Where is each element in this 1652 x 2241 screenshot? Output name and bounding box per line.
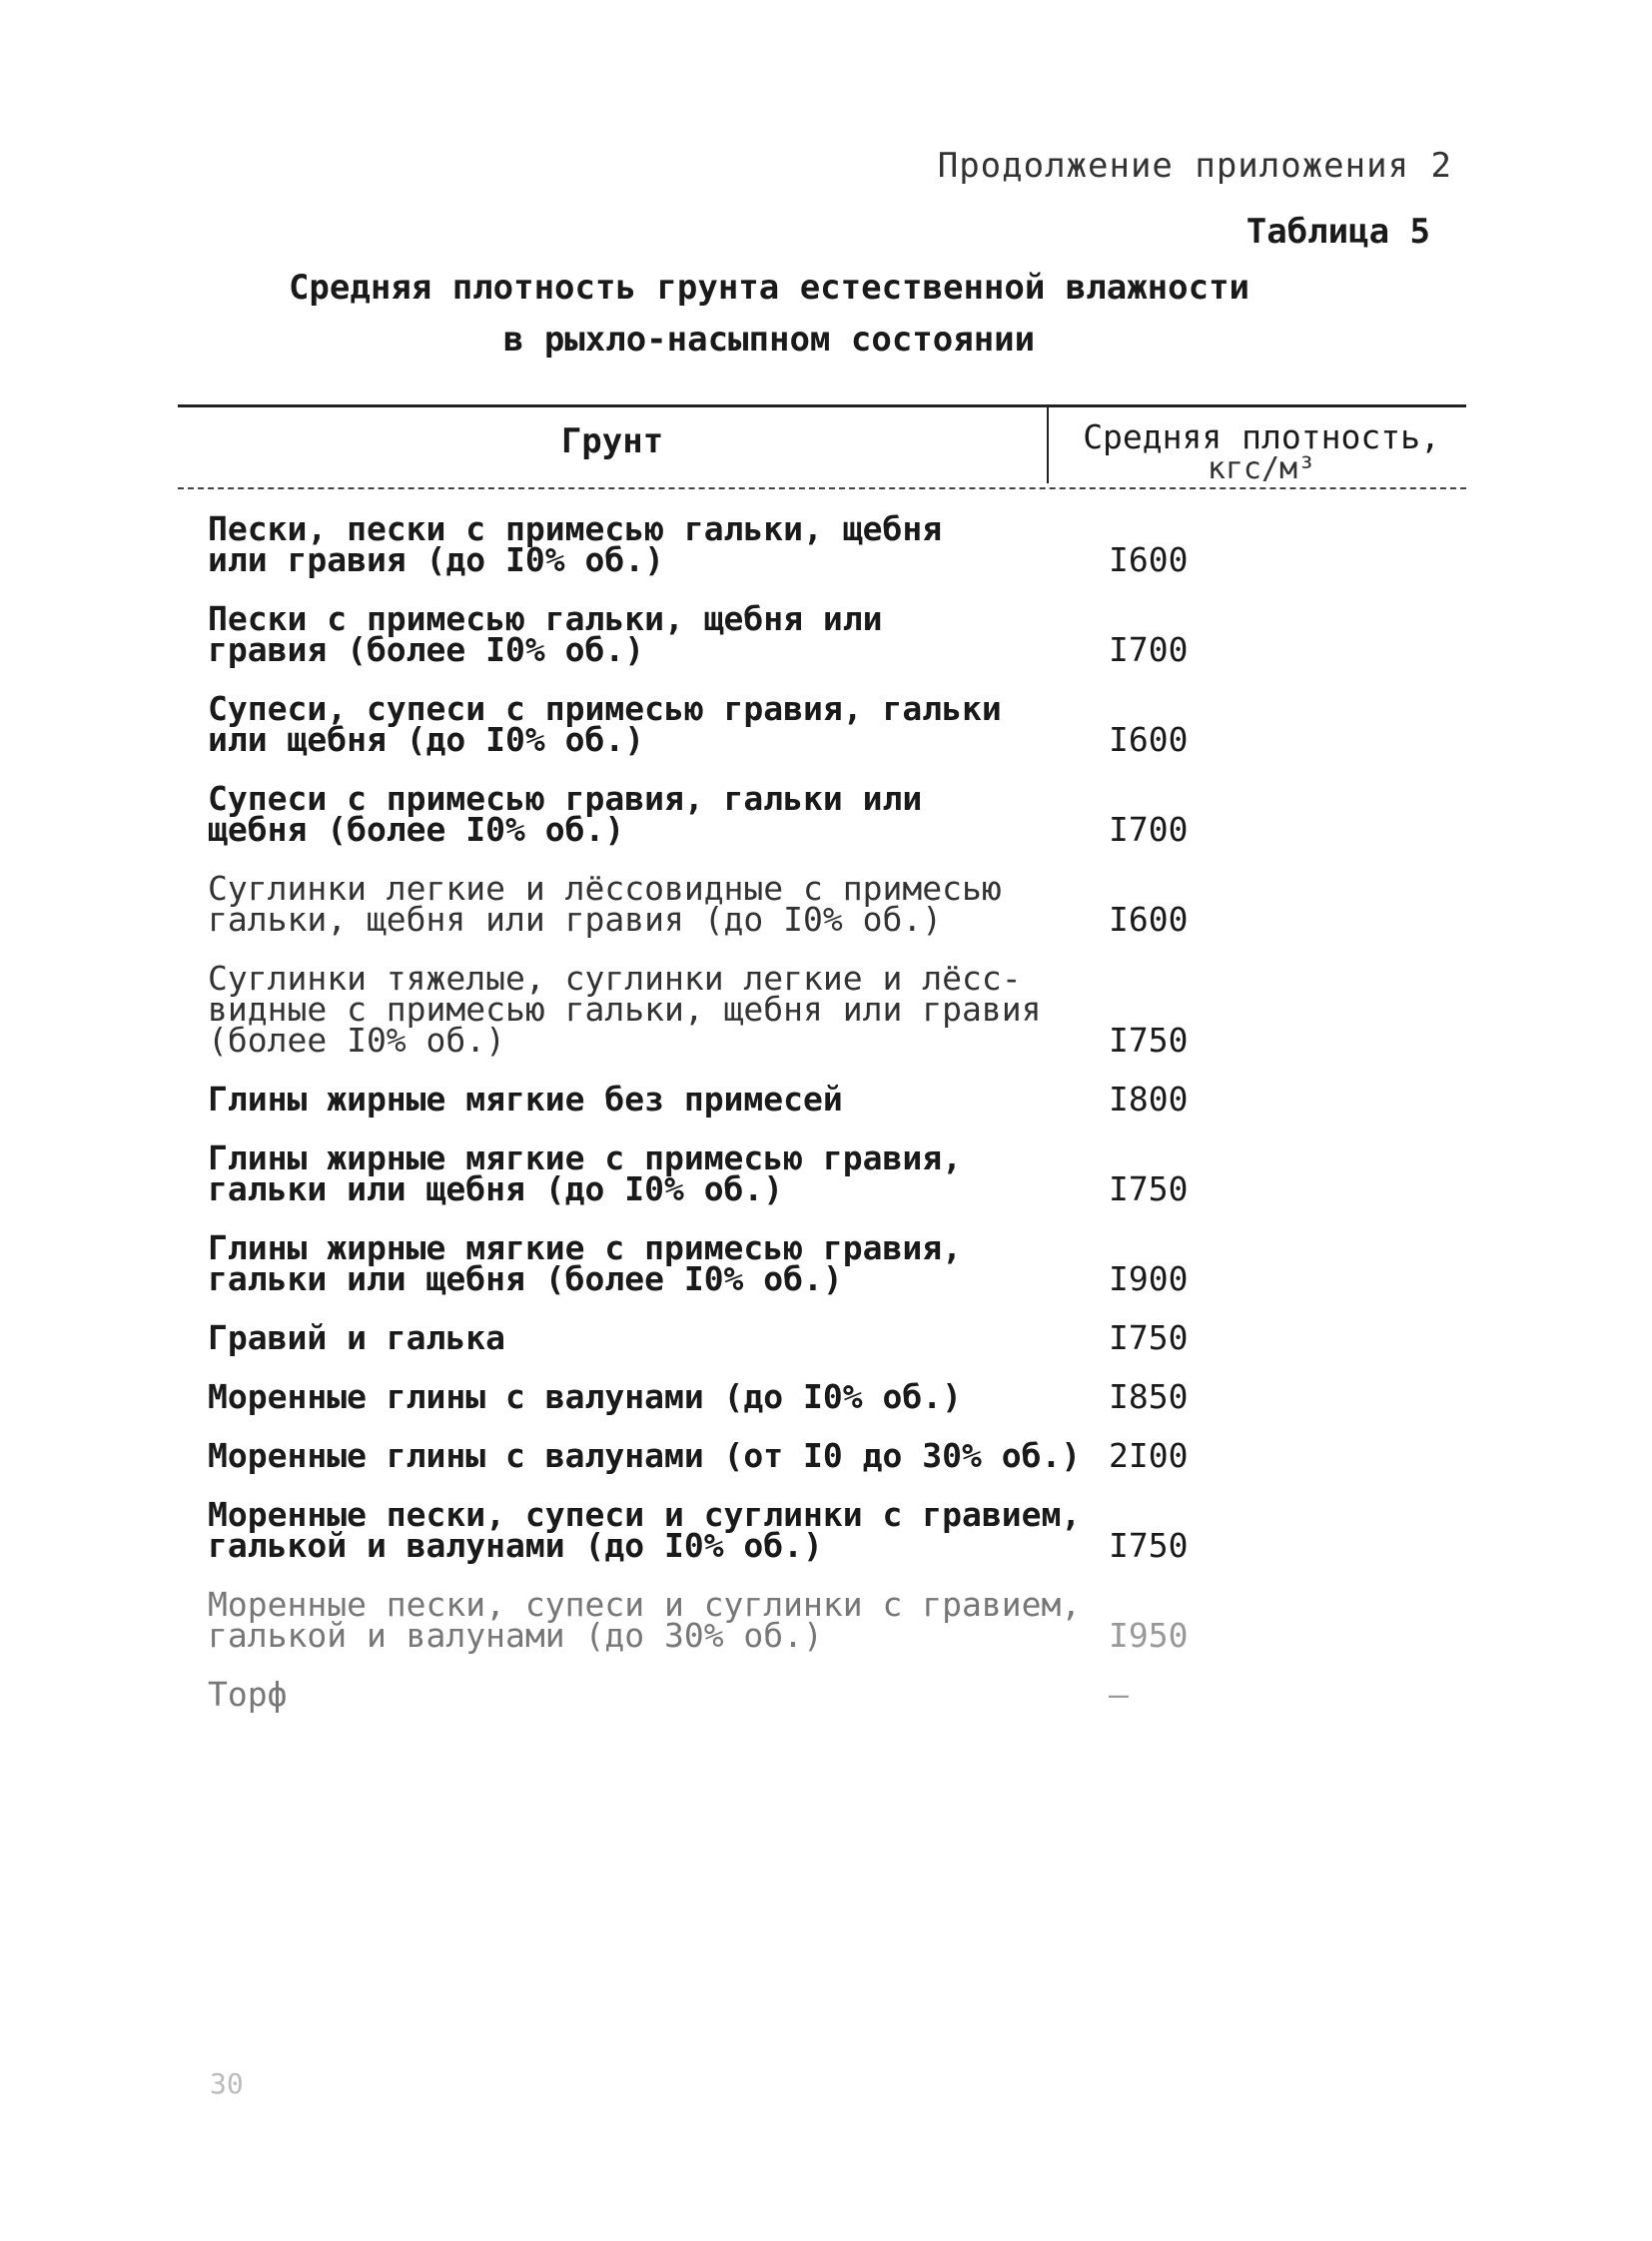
table-header (178, 407, 1466, 487)
table-row (178, 689, 1466, 759)
table-row (178, 1138, 1466, 1208)
table-row (178, 1675, 1466, 1714)
table-number: Таблица 5 (1245, 212, 1430, 252)
density-cell: I700 (1109, 810, 1189, 849)
table-row (178, 1436, 1466, 1475)
density-cell: I750 (1109, 1526, 1189, 1565)
continuation-note: Продолжение приложения 2 (937, 146, 1452, 186)
table-title-line-2: в рыхло-насыпном состоянии (502, 320, 1036, 360)
table-row (178, 1585, 1466, 1655)
table-row (178, 509, 1466, 579)
column-header-density-unit: кгс/м³ (1207, 451, 1316, 486)
soil-cell: Суглинки тяжелые, суглинки легкие и лёсс- видные с примесью гальки, щебня или гравия (более I0% об.) (208, 959, 1042, 1060)
table-row (178, 1377, 1466, 1416)
density-cell: I900 (1109, 1259, 1189, 1298)
table-body (178, 509, 1466, 1714)
density-cell: I850 (1109, 1377, 1189, 1416)
soil-cell: Гравий и галька (208, 1318, 506, 1357)
density-cell: I950 (1109, 1616, 1189, 1655)
column-header-soil: Грунт (560, 421, 664, 461)
soil-cell: Глины жирные мягкие с примесью гравия, гальки или щебня (более I0% об.) (208, 1228, 962, 1298)
density-cell: I750 (1109, 1318, 1189, 1357)
column-header-density-label: Средняя плотность, (1083, 417, 1440, 456)
table-row (178, 869, 1466, 939)
table-title (240, 262, 1298, 366)
table-title-line-1: Средняя плотность грунта естественной влажности (288, 268, 1250, 308)
table-row (178, 1495, 1466, 1565)
table-row (178, 1318, 1466, 1357)
soil-cell: Глины жирные мягкие с примесью гравия, гальки или щебня (до I0% об.) (208, 1138, 962, 1208)
soil-cell: Моренные глины с валунами (до I0% об.) (208, 1377, 962, 1416)
density-cell: 2I00 (1109, 1436, 1189, 1475)
density-table (178, 404, 1466, 1738)
table-row (178, 1228, 1466, 1298)
density-cell: I750 (1109, 1169, 1189, 1208)
density-cell: I750 (1109, 1021, 1189, 1060)
table-row (178, 599, 1466, 669)
soil-cell: Супеси, супеси с примесью гравия, гальки или щебня (до I0% об.) (208, 689, 1002, 759)
density-cell: — (1109, 1675, 1129, 1714)
table-row (178, 779, 1466, 849)
soil-cell: Супеси с примесью гравия, гальки или щебня (более I0% об.) (208, 779, 923, 849)
density-cell: I800 (1109, 1080, 1189, 1119)
soil-cell: Пески, пески с примесью гальки, щебня или гравия (до I0% об.) (208, 509, 943, 579)
column-header-density (1047, 407, 1466, 487)
density-cell: I700 (1109, 630, 1189, 669)
table-row (178, 959, 1466, 1060)
density-cell: I600 (1109, 720, 1189, 759)
soil-cell: Моренные пески, супеси и суглинки с гравием, галькой и валунами (до I0% об.) (208, 1495, 1082, 1565)
page-number: 30 (210, 2067, 244, 2100)
soil-cell: Пески с примесью гальки, щебня или гравия (более I0% об.) (208, 599, 883, 669)
soil-cell: Моренные глины с валунами (от I0 до 30% об.) (208, 1436, 1082, 1475)
soil-cell: Глины жирные мягкие без примесей (208, 1080, 843, 1119)
column-divider (1047, 407, 1049, 483)
density-cell: I600 (1109, 900, 1189, 939)
soil-cell: Суглинки легкие и лёссовидные с примесью гальки, щебня или гравия (до I0% об.) (208, 869, 1002, 939)
soil-cell: Моренные пески, супеси и суглинки с гравием, галькой и валунами (до 30% об.) (208, 1585, 1082, 1655)
density-cell: I600 (1109, 540, 1189, 579)
soil-cell: Торф (208, 1675, 288, 1714)
table-header-rule (178, 487, 1466, 489)
table-row (178, 1080, 1466, 1119)
